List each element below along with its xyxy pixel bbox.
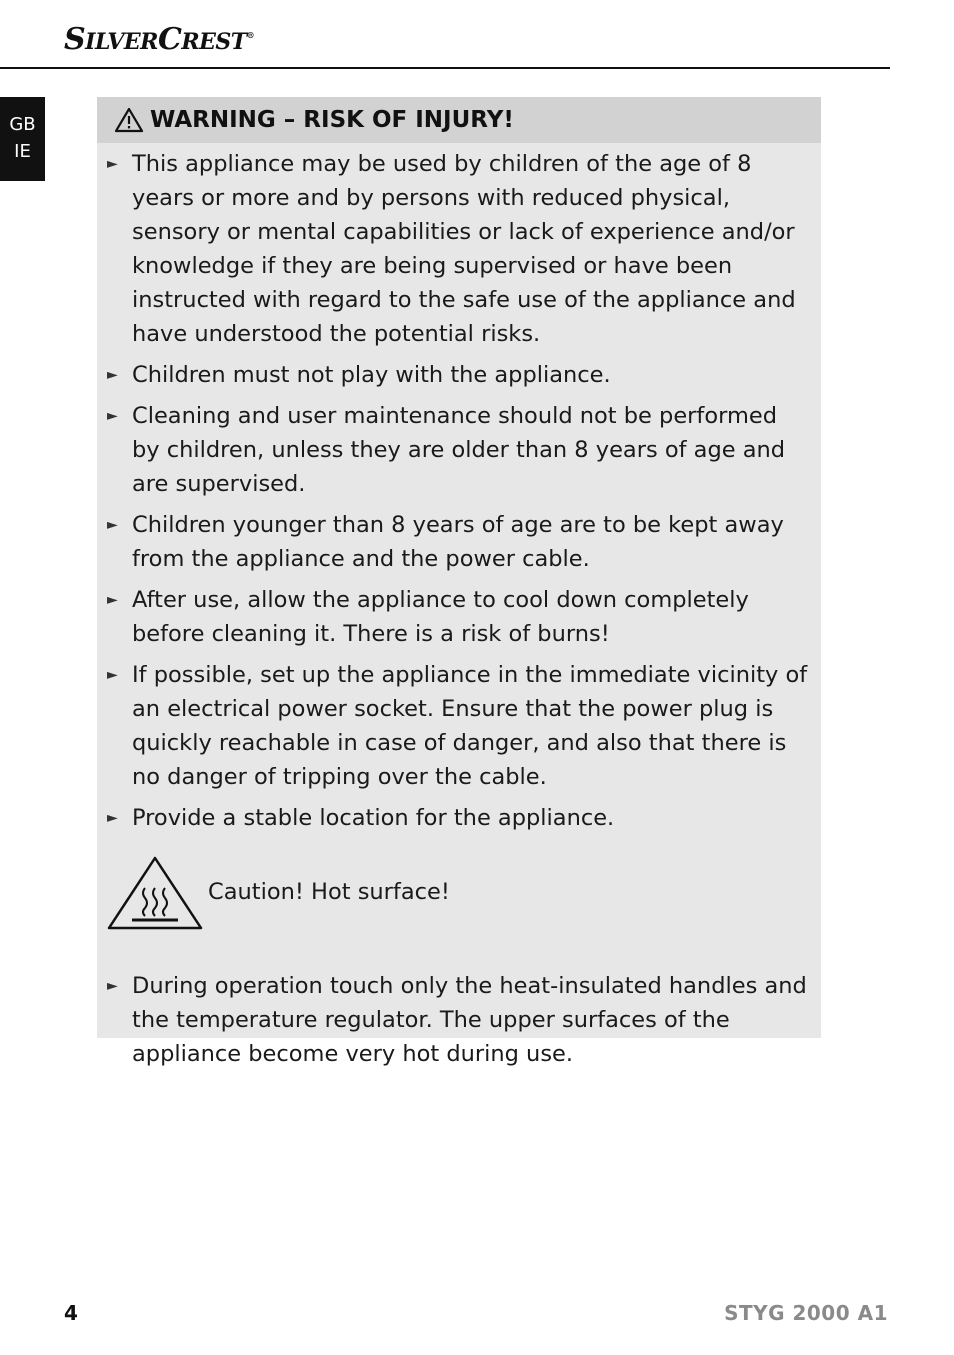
bullet-arrow-icon: ► bbox=[107, 592, 118, 608]
warning-list-continued bbox=[97, 965, 821, 1071]
bullet-arrow-icon: ► bbox=[107, 810, 118, 826]
list-item: ► Children younger than 8 years of age are to be kept away from the appliance and the power cable. bbox=[97, 508, 821, 576]
hot-surface-warning-icon bbox=[106, 855, 204, 931]
language-code-gb: GB bbox=[9, 114, 36, 135]
caution-text: Caution! Hot surface! bbox=[208, 879, 450, 905]
list-item: ► Children must not play with the appliance. bbox=[97, 358, 821, 392]
bullet-arrow-icon: ► bbox=[107, 408, 118, 424]
warning-triangle-icon bbox=[114, 107, 144, 133]
bullet-arrow-icon: ► bbox=[107, 517, 118, 533]
hot-surface-caution bbox=[97, 849, 821, 959]
warning-list bbox=[97, 143, 821, 835]
bullet-arrow-icon: ► bbox=[107, 367, 118, 383]
page-number: 4 bbox=[64, 1301, 78, 1325]
list-item: ► Provide a stable location for the appliance. bbox=[97, 801, 821, 835]
language-code-ie: IE bbox=[14, 141, 31, 162]
list-item: ► After use, allow the appliance to cool down completely before cleaning it. There is a risk of burns! bbox=[97, 583, 821, 651]
header-rule bbox=[0, 67, 890, 69]
warning-title: WARNING – RISK OF INJURY! bbox=[150, 107, 514, 133]
list-item: ► Cleaning and user maintenance should not be performed by children, unless they are older than 8 years of age and are supervised. bbox=[97, 399, 821, 501]
bullet-arrow-icon: ► bbox=[107, 156, 118, 172]
list-item: ► This appliance may be used by children of the age of 8 years or more and by persons with reduced physical, sensory or mental capabilities or lack of experience and/or knowledge if they are being supervised or have been instructed with regard to the safe use of the appliance and have understood the potential risks. bbox=[97, 147, 821, 351]
model-number: STYG 2000 A1 bbox=[724, 1301, 888, 1325]
brand-logo: SILVERCREST® bbox=[64, 22, 255, 57]
bullet-arrow-icon: ► bbox=[107, 667, 118, 683]
list-item: ► If possible, set up the appliance in the immediate vicinity of an electrical power socket. Ensure that the power plug is quickly reachable in case of danger, and also that there is no danger of tripping over the cable. bbox=[97, 658, 821, 794]
warning-box bbox=[97, 97, 821, 1067]
bullet-arrow-icon: ► bbox=[107, 978, 118, 994]
language-tab bbox=[0, 97, 45, 181]
list-item: ► During operation touch only the heat-insulated handles and the temperature regulator. The upper surfaces of the appliance become very hot during use. bbox=[97, 969, 821, 1071]
warning-heading bbox=[97, 97, 821, 143]
